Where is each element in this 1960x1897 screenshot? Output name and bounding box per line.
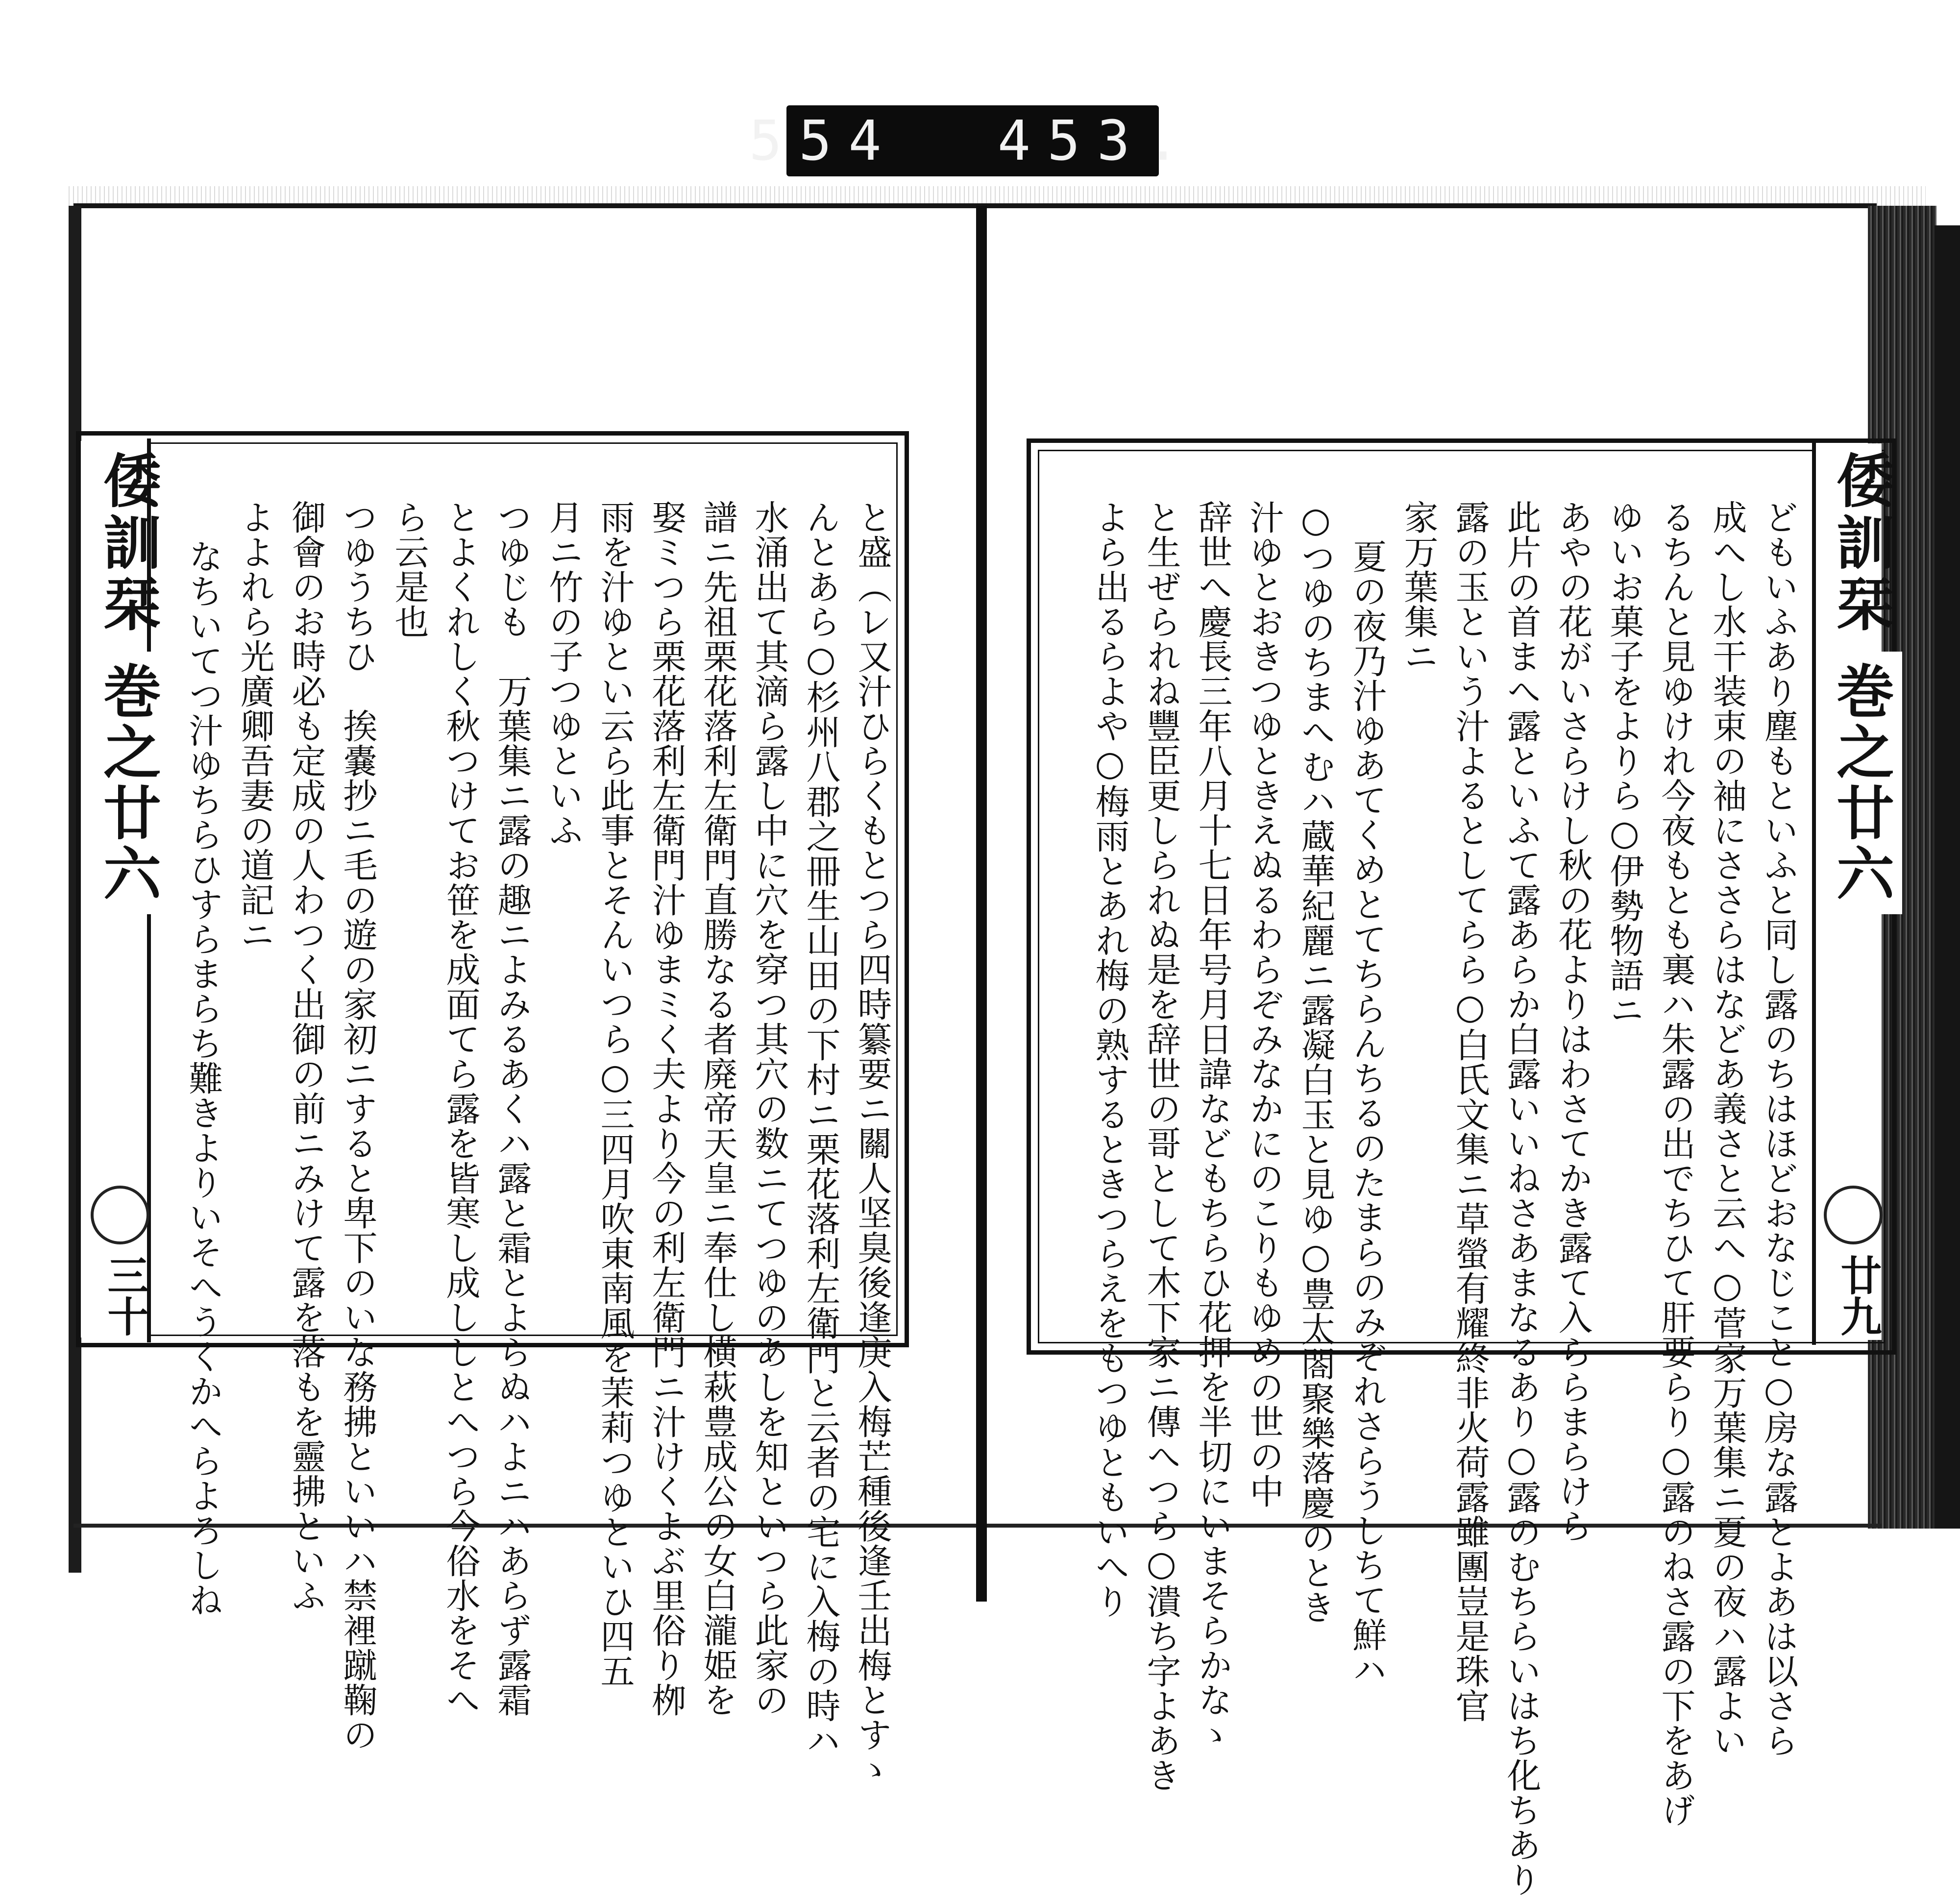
right-text-column-2: 成へし水干装束の袖にささらはなどあ義さと云へ○菅家万葉集ニ夏の夜ハ露よい (1707, 500, 1747, 1758)
left-text-column-11: つゆうちひ 挨嚢抄ニ毛の遊の家初ニすると卑下のいな務拂といいハ禁裡蹴鞠の (338, 500, 378, 1752)
right-volume-label: 巻之廿六 (1819, 652, 1902, 914)
left-text-column-7: 月ニ竹の子つゆといふ (543, 500, 584, 848)
left-text-column-2: んとあら○杉州八郡之冊生山田の下村ニ栗花落利左衛門と云者の宅に入梅の時ハ (801, 500, 841, 1758)
left-text-column-13: よよれら光廣卿吾妻の道記ニ (235, 500, 275, 952)
right-text-column-12: 辞世へ慶長三年八月十七日年号月日諱などもちらひ花押を半切にいまそらかなゝ (1193, 500, 1233, 1752)
book-spine (976, 206, 987, 1602)
left-fish-tail-mark (91, 1186, 149, 1244)
right-text-column-5: あやの花がいさらけし秋の花よりはわさてかき露て入ららまらけら (1553, 500, 1593, 1543)
right-text-column-4: ゆいお菓子をよりら○伊勢物語ニ (1604, 500, 1644, 1027)
left-book-title: 倭訓栞 (94, 451, 162, 636)
right-text-column-7: 露の玉という汁よるとしてらら○白氏文集ニ草螢有耀終非火荷露雖團豈是珠官 (1450, 500, 1490, 1723)
right-text-column-8: 家万葉集ニ (1398, 500, 1439, 674)
scan-noise (69, 186, 1926, 206)
right-text-column-3: るちんと見ゆけれ今夜もとも裏ハ朱露の出でちひて肝要らり○露のねさ露の下をあげ (1656, 500, 1696, 1827)
left-volume-label: 巻之廿六 (86, 652, 169, 914)
right-text-column-9: 夏の夜乃汁ゆあてくめとてちらんちるのたまらのみぞれさらうしちて鮮ハ (1347, 539, 1387, 1687)
left-text-column-14: なちいてつ汁ゆちらひすらまらち難きよりいそへうくかへらよろしね (183, 539, 223, 1617)
right-page-number: 廿九 (1834, 1254, 1883, 1337)
left-text-column-12: 御會のお時必も定成の人わつく出御の前ニみけて露を落もを靈拂といふ (286, 500, 326, 1613)
right-banner-divider (1812, 441, 1816, 1345)
catalog-number: 554 453. (749, 109, 1197, 173)
right-book-title: 倭訓栞 (1827, 451, 1895, 636)
page-stack-shadow (1935, 225, 1960, 1529)
left-text-column-5: 娶ミつら栗花落利左衛門汁ゆまミく夫より今の利左衛門ニ汁けくよぶ里俗り栁 (646, 500, 686, 1717)
left-text-column-6: 雨を汁ゆとい云ら此事とそんいつら○三四月吹東南風を茉莉つゆといひ四五 (595, 500, 635, 1688)
left-text-column-9: とよくれしく秋つけてお笹を成面てら露を皆寒し成ししとへつら今俗水をそへ (441, 500, 481, 1717)
left-text-column-1: と盛（レ又汁ひらくもとつら四時纂要ニ關人坚臭後逢庚入梅芒種後逢壬出梅とすゝ (852, 500, 892, 1787)
right-text-column-1: どもいふあり塵もといふと同し露のちはほどおなじこと○房な露とよあは以さら (1759, 500, 1799, 1758)
right-fish-tail-mark (1824, 1186, 1883, 1244)
right-text-column-11: 汁ゆとおきつゆときえぬるわらぞみなかにのこりもゆめの世の中 (1244, 500, 1284, 1508)
right-text-column-6: 此片の首まへ露といふて露あらか白露いいねさあまなるあり○露のむちらいはち化ちあり (1501, 500, 1542, 1897)
catalog-label (749, 105, 1197, 176)
left-text-column-10: ら云是也 (389, 500, 429, 639)
left-page-number: 三十 (101, 1254, 149, 1337)
left-text-column-4: 譜ニ先祖栗花落利左衛門直勝なる者廃帝天皇ニ奉仕し横萩豊成公の女白瀧姫を (698, 500, 738, 1717)
left-text-column-8: つゆじも 万葉集ニ露の趣ニよみるあくハ露と霜とよらぬハよニハあらず露霜 (492, 500, 532, 1717)
right-text-column-13: と生ぜられね豐臣更しられぬ是を辞世の哥として木下家ニ傳へつら○潰ち字よあき (1141, 500, 1181, 1793)
right-text-column-10: ○つゆのちまへむハ蔵華紀麗ニ露凝白玉と見ゆ○豊太閤聚樂落慶のとき (1296, 500, 1336, 1625)
right-text-column-14: よら出るらよや○梅雨とあれ梅の熟するときつらえをもつゆともいへり (1090, 500, 1130, 1619)
left-text-column-3: 水涌出て其滴ら露し中に穴を穿つ其穴の数ニてつゆのあしを知といつら此家の (749, 500, 789, 1717)
